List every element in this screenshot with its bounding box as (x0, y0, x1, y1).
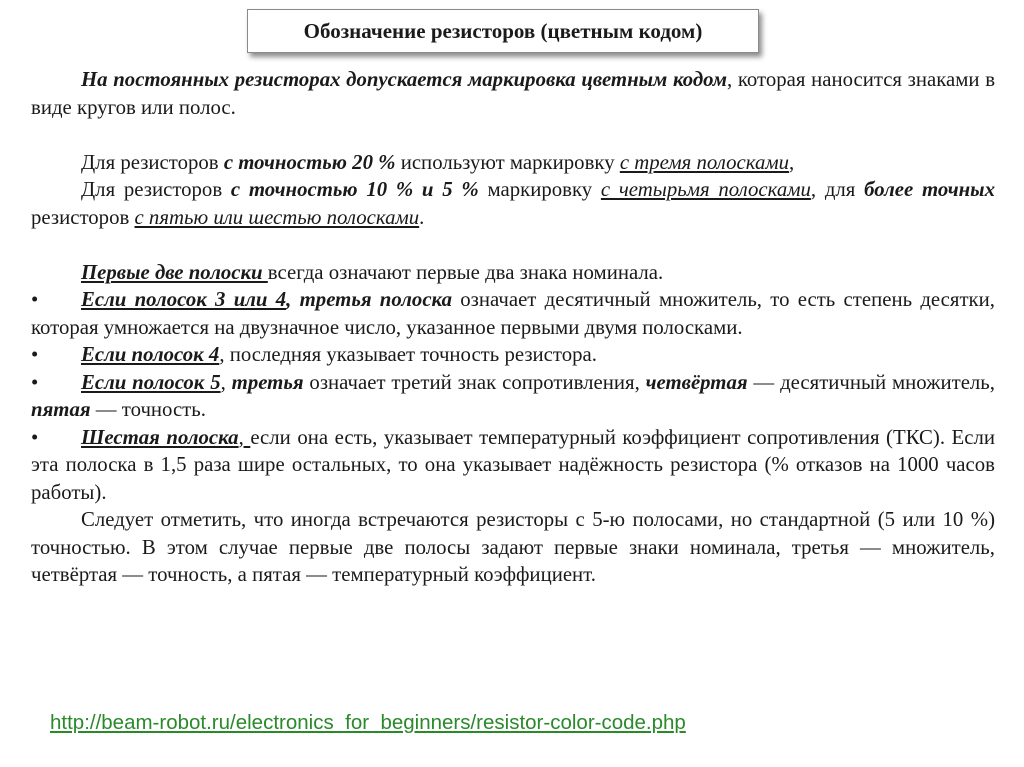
emphasis-text: третья (231, 370, 304, 394)
bullet-marker: • (31, 425, 39, 449)
emphasis-text: пятая (31, 398, 91, 421)
bullet-item-four-bands (31, 341, 995, 369)
text-span: , последняя указывает точность резистора. (219, 343, 597, 366)
text-span: используют маркировку (395, 150, 620, 174)
spacer (31, 121, 995, 149)
emphasis-text: с точностью 10 % и 5 % (230, 178, 479, 201)
underlined-text: , (238, 425, 251, 449)
paragraph-first-two-bands (31, 259, 995, 287)
text-span: Для резисторов (81, 150, 224, 174)
slide-title: Обозначение резисторов (цветным кодом) (247, 9, 759, 53)
text-span: если она есть, указывает температурный коэффициент сопротивления (ТКС). Если эта полоска в 1,5 раза шире остальных, то она указывает надёжность резистора (% отказов на 1000 часов работы). (31, 425, 995, 504)
text-span: маркировку (478, 178, 601, 201)
emphasis-text: Если полосок 4 (81, 343, 220, 366)
paragraph-three-bands (31, 149, 995, 177)
text-span: означает десятичный множитель, то есть степень десятки, которая умножается на двузначное число, указанное первыми двумя полосками. (31, 288, 995, 339)
text-span: , которая наносится знаками в виде кругов или полос. (31, 68, 996, 119)
emphasis-text: Если полосок 5 (81, 370, 221, 394)
emphasis-text: более точных (864, 178, 996, 201)
emphasis-text: Первые две полоски (81, 260, 268, 284)
emphasis-text: Шестая полоска (81, 425, 239, 449)
bullet-marker: • (31, 343, 39, 366)
text-span: , (220, 370, 232, 394)
slide-body (31, 66, 995, 589)
bullet-marker: • (31, 370, 39, 394)
spacer (31, 231, 995, 259)
text-span: , для (810, 178, 865, 201)
underlined-text: с тремя полосками (619, 150, 790, 174)
text-span: резисторов (31, 205, 135, 229)
bullet-item-five-bands (31, 369, 995, 424)
emphasis-text: с точностью 20 % (223, 150, 396, 174)
text-span: — десятичный множитель, (747, 370, 995, 394)
paragraph-note: Следует отметить, что иногда встречаются резисторы с 5-ю полосами, но стандартной (5 или 10 %) точностью. В этом случае первые две полосы задают первые знаки номинала, третья — множитель, четвёртая — точность, а пятая — температурный коэффициент. (31, 508, 995, 586)
emphasis-text: третья полоска (299, 288, 452, 311)
bullet-item-six-bands (31, 424, 995, 507)
text-span: . (419, 205, 425, 229)
text-span: , (789, 150, 795, 174)
bullet-marker: • (31, 288, 39, 311)
underlined-text: с пятью или шестью полосками (134, 205, 420, 229)
emphasis-text: Если полосок 3 или 4 (81, 288, 287, 311)
source-link[interactable]: http://beam-robot.ru/electronics_for_beginners/resistor-color-code.php (50, 711, 686, 734)
underlined-text: с четырьмя полосками (600, 178, 811, 201)
emphasis-text: четвёртая (645, 370, 748, 394)
paragraph-intro (31, 66, 995, 121)
bullet-item-multiplier (31, 286, 995, 341)
text-span: Для резисторов (81, 178, 231, 201)
text-span: всегда означают первые два знака номинала. (267, 260, 664, 284)
emphasis-text: На постоянных резисторах допускается маркировка цветным кодом (81, 68, 728, 91)
text-span: — точность. (90, 398, 206, 421)
text-span: означает третий знак сопротивления, (303, 370, 646, 394)
emphasis-text: , (286, 288, 300, 311)
paragraph-four-five-bands (31, 176, 995, 231)
